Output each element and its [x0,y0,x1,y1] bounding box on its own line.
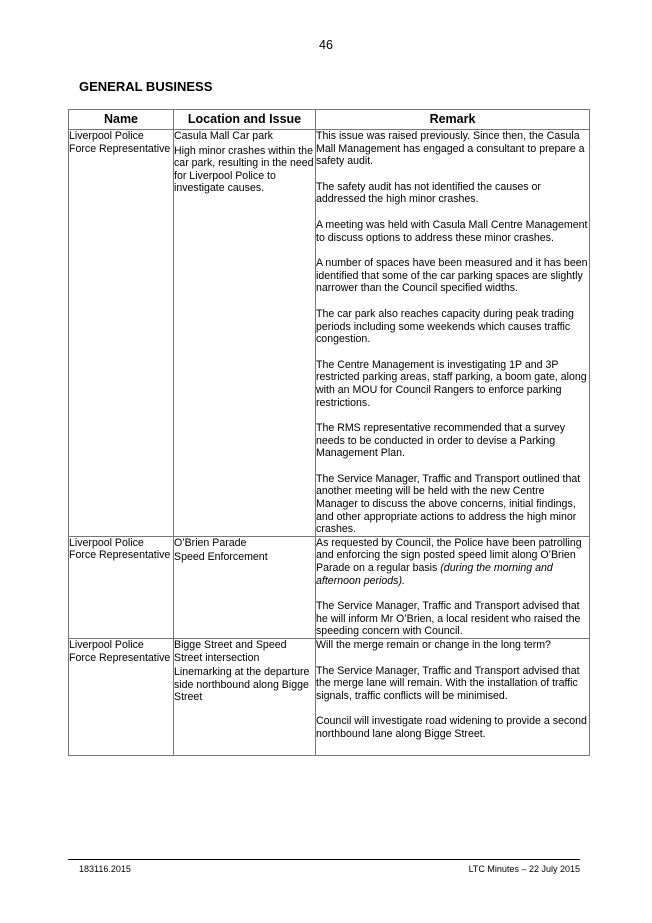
name-text: Liverpool Police Force Representative [69,130,171,155]
location-title: Casula Mall Car park [174,130,273,142]
location-cell [174,639,316,756]
general-business-table [68,109,590,756]
table-row [69,130,590,537]
location-issue: Linemarking at the departure side northbound along Bigge Street [174,666,310,704]
table-header-row [69,110,590,130]
remark-paragraph: The Service Manager, Traffic and Transport outlined that another meeting will be held with the new Centre Manager to discuss the above concerns, initial findings, and other appropriate actions to address the high minor crashes. [316,472,581,536]
remark-paragraph: The Service Manager, Traffic and Transport advised that the merge lane will remain. With the installation of traffic signals, traffic conflicts will be minimised. [316,664,580,702]
remark-paragraph: The safety audit has not identified the causes or addressed the high minor crashes. [316,180,541,206]
name-text: Liverpool Police Force Representative [69,639,171,664]
location-cell [174,536,316,638]
name-cell [69,536,174,638]
name-text: Liverpool Police Force Representative [69,536,171,562]
table-row [69,536,590,638]
remark-paragraph: A number of spaces have been measured and it has been identified that some of the car parking spaces are slightly narrower than the Council specified widths. [316,257,588,295]
column-header-remark: Remark [316,110,590,130]
remark-paragraph: A meeting was held with Casula Mall Centre Management to discuss options to address these minor crashes. [316,218,588,244]
section-heading: GENERAL BUSINESS [79,79,213,94]
location-issue: Speed Enforcement [174,551,268,564]
remark-paragraph [316,537,589,587]
column-header-location: Location and Issue [174,110,316,130]
remark-cell [316,130,590,537]
remark-paragraph: Council will investigate road widening to provide a second northbound lane along Bigge Street. [316,715,587,740]
location-title: O’Brien Parade [174,536,247,549]
location-cell [174,130,316,537]
footer-document-title: LTC Minutes – 22 July 2015 [468,864,580,874]
location-issue: High minor crashes within the car park, resulting in the need for Liverpool Police to investigate causes. [174,144,314,195]
remark-italic: (during the morning and afternoon periods). [316,562,553,587]
name-cell [69,130,174,537]
location-title: Bigge Street and Speed Street intersection [174,639,287,664]
name-cell [69,639,174,756]
remark-paragraph: The car park also reaches capacity during peak trading periods including some weekends which causes traffic congestion. [316,307,574,346]
remark-paragraph: This issue was raised previously. Since then, the Casula Mall Management has engaged a consultant to prepare a safety audit. [316,130,585,168]
page-number: 46 [319,38,333,52]
remark-paragraph: The Service Manager, Traffic and Transport advised that he will inform Mr O’Brien, a local resident who raised the speeding concern with Council. [316,600,581,638]
footer-divider [68,859,580,860]
remark-paragraph: Will the merge remain or change in the long term? [316,639,551,651]
remark-paragraph: The RMS representative recommended that a survey needs to be conducted in order to devise a Parking Management Plan. [316,422,566,460]
column-header-name: Name [69,110,174,130]
table-row [69,639,590,756]
remark-paragraph: The Centre Management is investigating 1P and 3P restricted parking areas, staff parking, a boom gate, along with an MOU for Council Rangers to enforce parking restrictions. [316,358,587,409]
remark-cell [316,536,590,638]
remark-cell [316,639,590,756]
footer-document-number: 183116.2015 [79,864,131,874]
remark-intro: As requested by Council, the Police have been patrolling and enforcing the sign posted speed limit along O’Brien Parade on a regular basis [316,536,582,575]
